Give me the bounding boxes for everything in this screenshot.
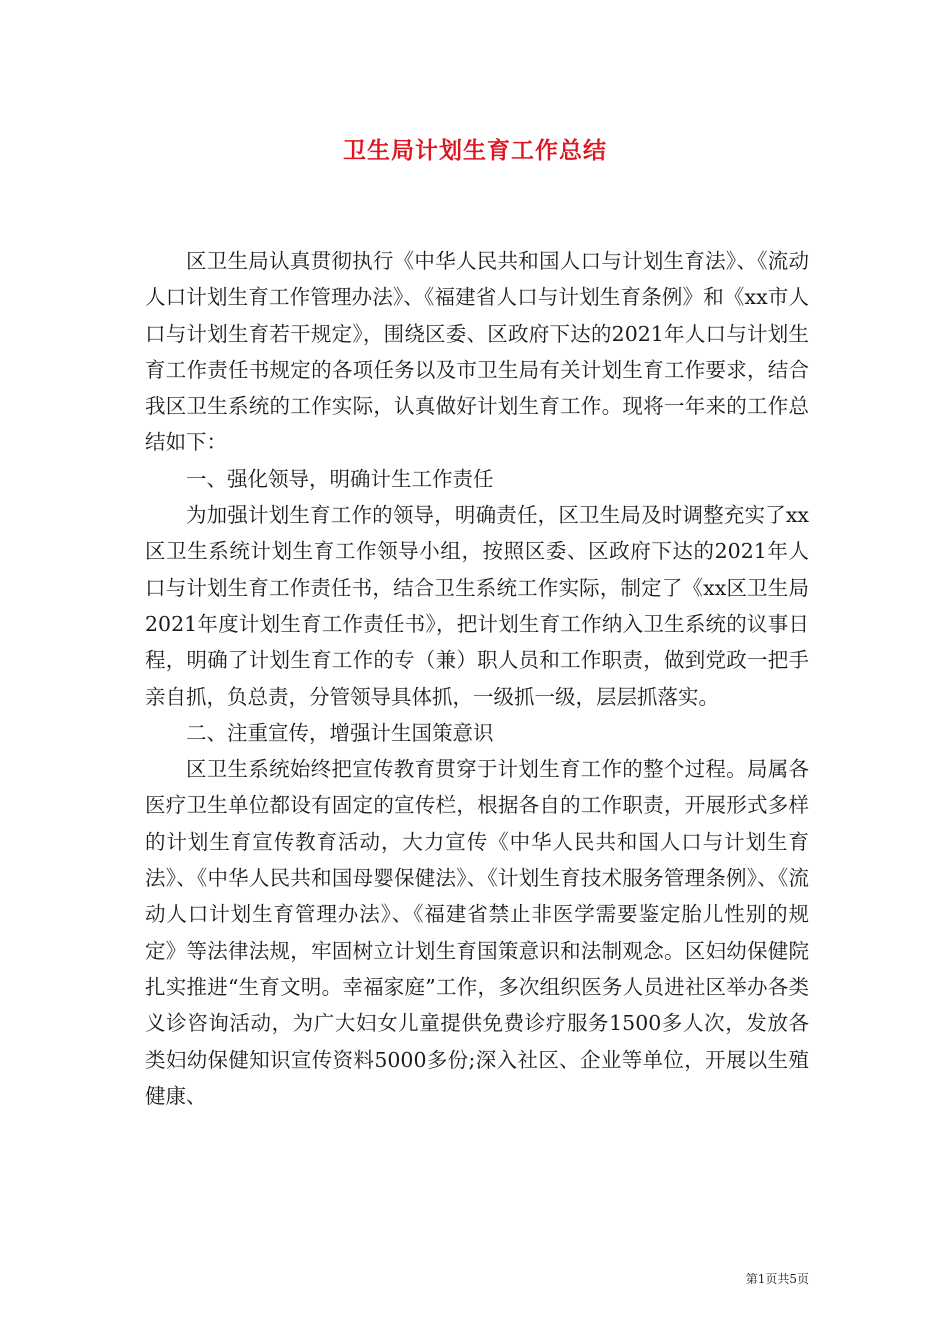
document-body (145, 243, 809, 1114)
paragraph-section-2: 区卫生系统始终把宣传教育贯穿于计划生育工作的整个过程。局属各医疗卫生单位都设有固定的宣传栏，根据各自的工作职责，开展形式多样的计划生育宣传教育活动，大力宣传《中华人民共和国人口与计划生育法》、《中华人民共和国母婴保健法》、《计划生育技术服务管理条例》、《流动人口计划生育管理办法》、《福建省禁止非医学需要鉴定胎儿性别的规定》等法律法规，牢固树立计划生育国策意识和法制观念。区妇幼保健院扎实推进“生育文明。幸福家庭”工作，多次组织医务人员进社区举办各类义诊咨询活动，为广大妇女儿童提供免费诊疗服务1500多人次，发放各类妇幼保健知识宣传资料5000多份;深入社区、企业等单位，开展以生殖健康、 (145, 757, 809, 1108)
section-heading-1: 一、强化领导，明确计生工作责任 (186, 466, 494, 491)
section-heading-2: 二、注重宣传，增强计生国策意识 (186, 720, 494, 745)
paragraph-section-1: 为加强计划生育工作的领导，明确责任，区卫生局及时调整充实了xx区卫生系统计划生育工作领导小组，按照区委、区政府下达的2021年人口与计划生育工作责任书，结合卫生系统工作实际，制定了《xx区卫生局2021年度计划生育工作责任书》，把计划生育工作纳入卫生系统的议事日程，明确了计划生育工作的专（兼）职人员和工作职责，做到党政一把手亲自抓，负总责，分管领导具体抓，一级抓一级，层层抓落实。 (145, 503, 809, 709)
document-title: 卫生局计划生育工作总结 (343, 137, 607, 164)
page-number: 第1页共5页 (745, 1272, 809, 1286)
paragraph-intro: 区卫生局认真贯彻执行《中华人民共和国人口与计划生育法》、《流动人口计划生育工作管理办法》、《福建省人口与计划生育条例》和《xx市人口与计划生育若干规定》，围绕区委、区政府下达的2021年人口与计划生育工作责任书规定的各项任务以及市卫生局有关计划生育工作要求，结合我区卫生系统的工作实际，认真做好计划生育工作。现将一年来的工作总结如下： (145, 249, 809, 455)
